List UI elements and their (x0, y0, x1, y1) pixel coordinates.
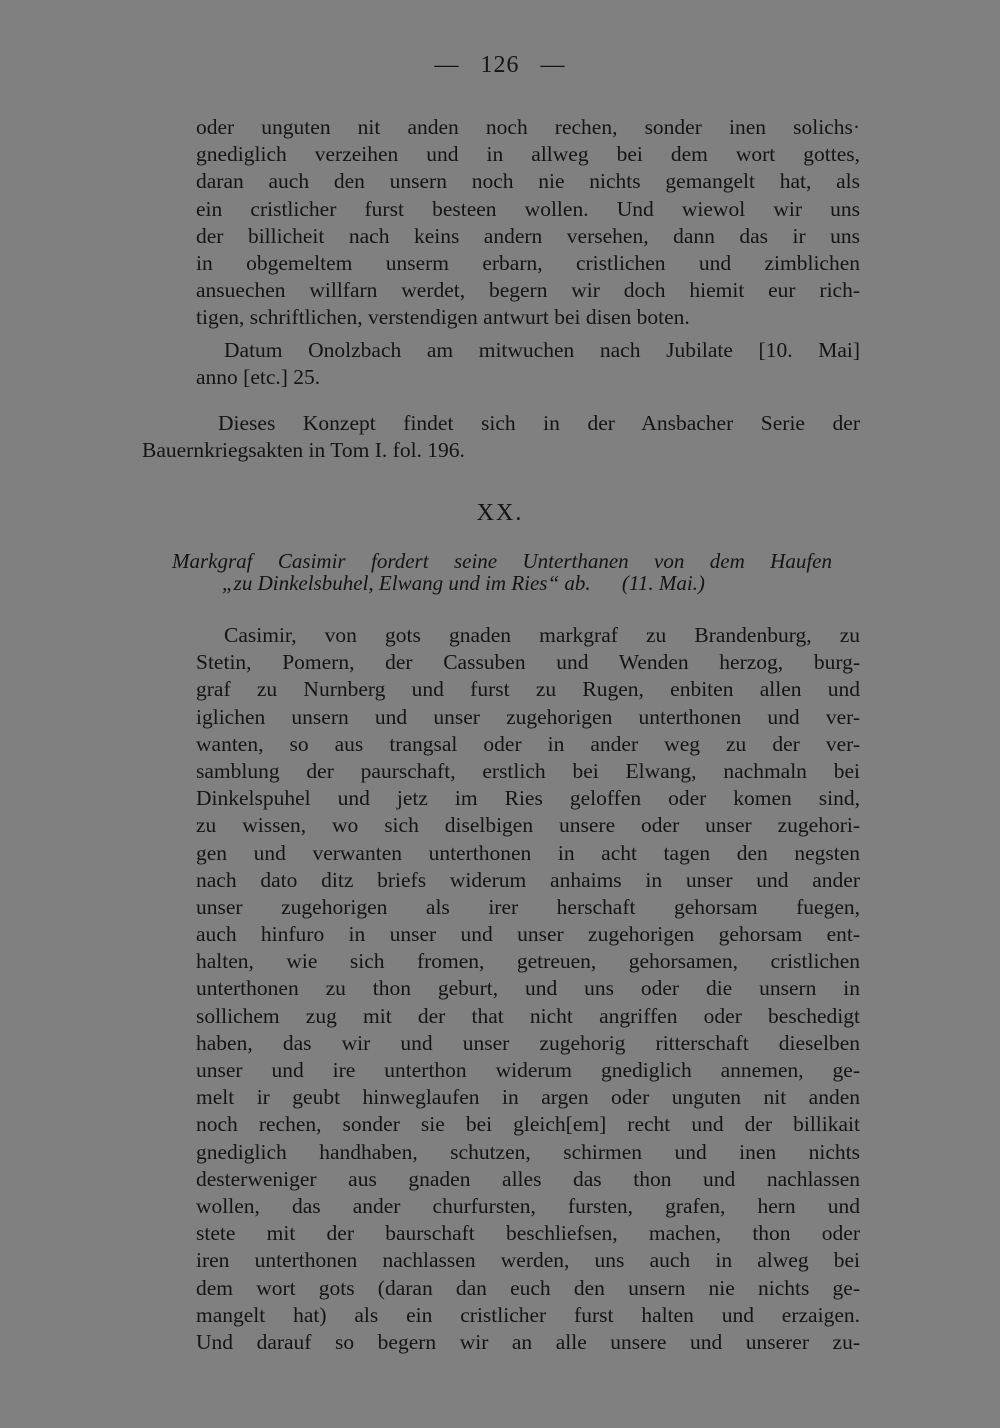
text-line: oder unguten nit anden noch rechen, sonder inen solichs· (196, 115, 860, 139)
text-line: Stetin, Pomern, der Cassuben und Wenden herzog, burg- (196, 650, 860, 675)
text-line: melt ir geubt hinweglaufen in argen oder unguten nit anden (196, 1085, 860, 1110)
text-line: Dinkelspuhel und jetz im Ries geloffen oder komen sind, (196, 786, 860, 811)
heading-line (172, 572, 832, 594)
page-number: 126 (480, 52, 520, 78)
text-line: samblung der paurschaft, erstlich bei Elwang, nachmaln bei (196, 758, 860, 783)
page-number-dash-left: — (434, 52, 460, 78)
text-line: nach dato ditz briefs widerum anhaims in unser und ander (196, 867, 860, 892)
text-line: noch rechen, sonder sie bei gleich[em] recht und der billikait (196, 1112, 860, 1137)
text-line: zu wissen, wo sich diselbigen unsere oder unser zugehori- (196, 813, 860, 838)
page-number-dash-right: — (540, 52, 566, 78)
text-line: ein cristlicher furst besteen wollen. Und wiewol wir uns (196, 196, 860, 221)
text-line: unser und ire unterthon widerum gnediglich annemen, ge- (196, 1058, 860, 1082)
text-line: sollichem zug mit der that nicht angriffen oder beschedigt (196, 1003, 860, 1028)
text-line: iglichen unsern und unser zugehorigen unterthonen und ver- (196, 704, 860, 729)
text-line: Bauernkriegsakten in Tom I. fol. 196. (142, 438, 465, 463)
text-line: graf zu Nurnberg und furst zu Rugen, enbiten allen und (196, 677, 860, 702)
document-heading (172, 550, 832, 594)
main-text (196, 622, 860, 1356)
heading-date: (11. Mai.) (621, 571, 705, 595)
text-line: haben, das wir und unser zugehorig ritterschaft dieselben (196, 1030, 860, 1055)
text-line: Datum Onolzbach am mitwuchen nach Jubilate [10. Mai] (224, 338, 860, 362)
text-line: Und darauf so begern wir an alle unsere und unserer zu- (196, 1329, 860, 1354)
text-line: gen und verwanten unterthonen in acht tagen den negsten (196, 840, 860, 865)
heading-text: „zu Dinkelsbuhel, Elwang und im Ries“ ab. (222, 571, 591, 595)
text-line: in obgemeltem unserm erbarn, cristlichen und zimblichen (196, 250, 860, 275)
text-line: stete mit der baurschaft beschliefsen, machen, thon oder (196, 1221, 860, 1246)
text-line: daran auch den unsern noch nie nichts gemangelt hat, als (196, 169, 860, 194)
text-line: desterweniger aus gnaden alles das thon und nachlassen (196, 1166, 860, 1191)
text-line: tigen, schriftlichen, verstendigen antwurt bei disen boten. (196, 305, 690, 330)
paragraph-continuation (196, 114, 860, 332)
text-line: dem wort gots (daran dan euch den unsern nie nichts ge- (196, 1275, 860, 1300)
section-number: XX. (476, 500, 524, 526)
text-line: Dieses Konzept findet sich in der Ansbacher Serie der (218, 411, 860, 435)
text-line: der billicheit nach keins andern versehen, dann das ir uns (196, 223, 860, 248)
text-line: mangelt hat) als ein cristlicher furst halten und erzaigen. (196, 1302, 860, 1327)
text-line: Casimir, von gots gnaden markgraf zu Brandenburg, zu (224, 623, 860, 647)
datum-paragraph (196, 337, 860, 391)
text-line: anno [etc.] 25. (196, 365, 321, 390)
text-line: halten, wie sich fromen, getreuen, gehorsamen, cristlichen (196, 949, 860, 974)
text-line: gnediglich handhaben, schutzen, schirmen und inen nichts (196, 1139, 860, 1164)
editor-note (142, 410, 860, 464)
text-line: wanten, so aus trangsal oder in ander weg zu der ver- (196, 731, 860, 756)
text-line: iren unterthonen nachlassen werden, uns auch in alweg bei (196, 1248, 860, 1273)
text-line: auch hinfuro in unser und unser zugehorigen gehorsam ent- (196, 922, 860, 947)
text-line: unterthonen zu thon geburt, und uns oder die unsern in (196, 976, 860, 1001)
text-line: unser zugehorigen als irer herschaft gehorsam fuegen, (196, 894, 860, 919)
page-number-line (0, 52, 1000, 79)
heading-line: Markgraf Casimir fordert seine Unterthanen von dem Haufen (172, 549, 832, 573)
text-line: wollen, das ander churfursten, fursten, grafen, hern und (196, 1193, 860, 1218)
text-line: gnediglich verzeihen und in allweg bei dem wort gottes, (196, 142, 860, 167)
text-line: ansuechen willfarn werdet, begern wir doch hiemit eur rich- (196, 278, 860, 303)
